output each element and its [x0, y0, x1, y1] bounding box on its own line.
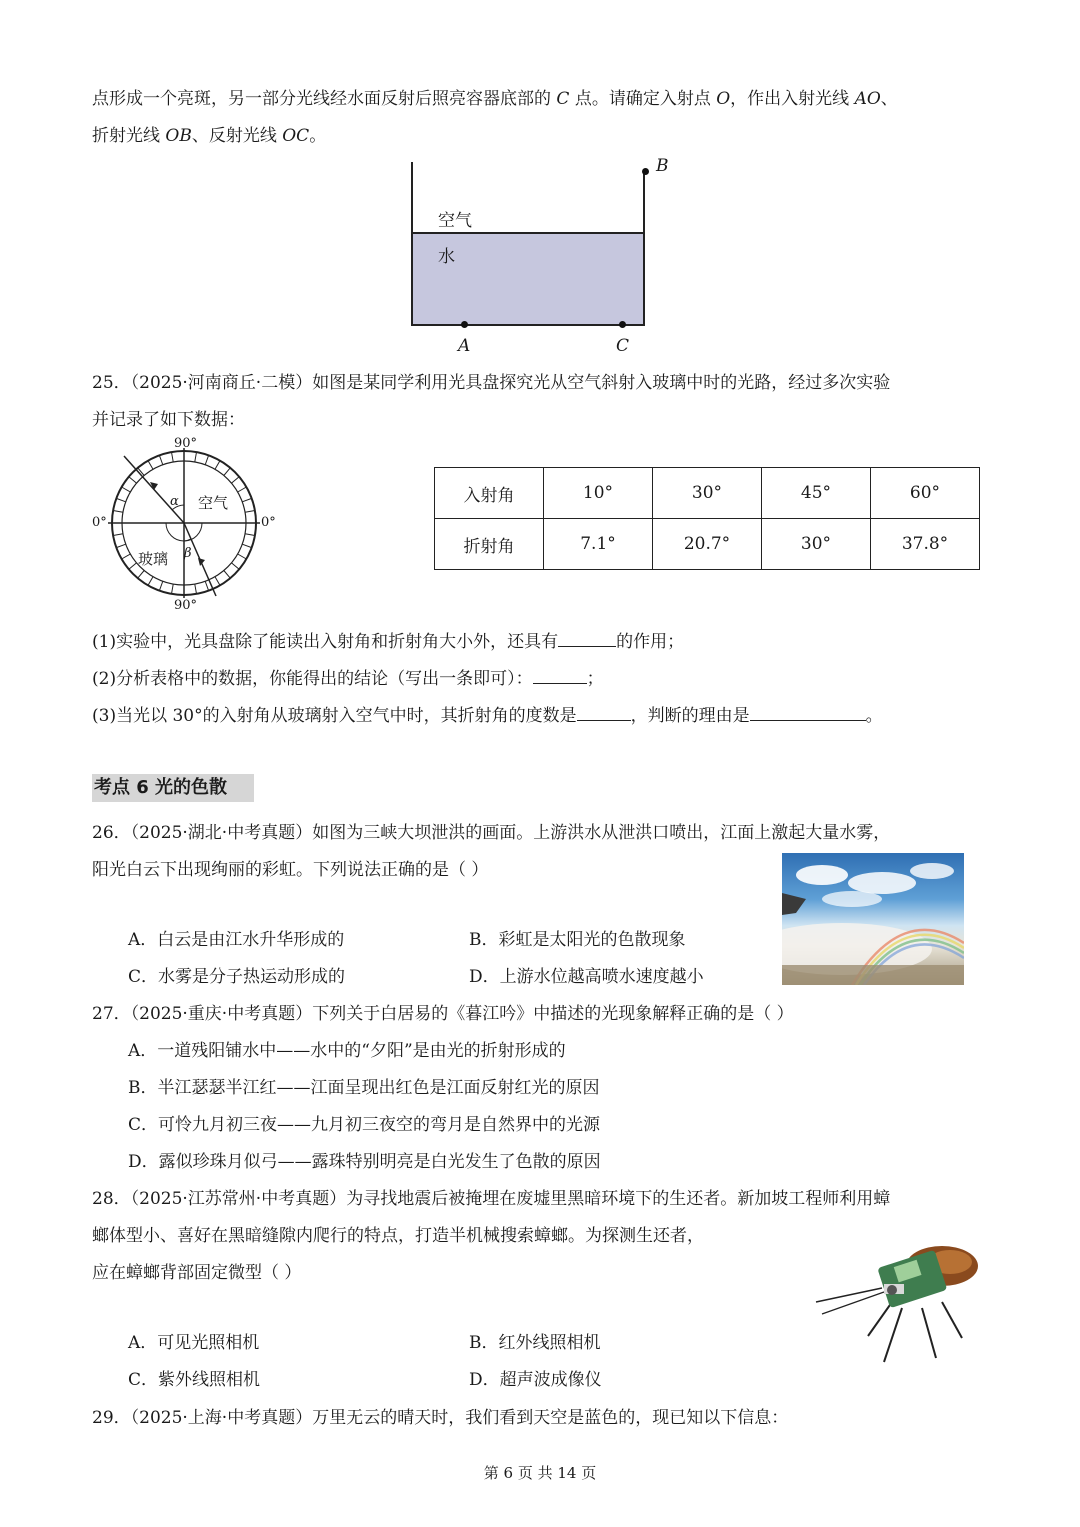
- rainbow-dam-photo: [782, 853, 964, 985]
- answer-blank: [533, 666, 587, 684]
- q25-line2: 并记录了如下数据：: [92, 410, 245, 430]
- table-cell: 折射角: [435, 519, 544, 570]
- disk-label-right: 0°: [261, 515, 276, 530]
- disk-tick: [231, 477, 239, 483]
- disk-tick: [205, 455, 208, 464]
- label-c: C: [616, 336, 630, 356]
- answer-blank: [750, 703, 866, 721]
- table-cell: 20.7°: [653, 519, 762, 570]
- refracted-ray-arrow: [198, 558, 205, 566]
- var: C: [556, 89, 570, 109]
- q24-line1: [92, 84, 898, 109]
- q29-line1: 29．（2025·上海·中考真题）万里无云的晴天时，我们看到天空是蓝色的，现已知以下信息：: [92, 1408, 789, 1428]
- text: (3)当光以 30°的入射角从玻璃射入空气中时，其折射角的度数是: [92, 706, 577, 726]
- cyborg-cockroach-image: [812, 1218, 982, 1366]
- cockroach-svg: [812, 1218, 982, 1366]
- disk-tick: [122, 487, 131, 492]
- table-row-incident: [435, 468, 980, 519]
- text: 点形成一个亮斑，另一部分光线经水面反射后照亮容器底部的: [92, 89, 557, 109]
- container-bottom: [411, 324, 645, 326]
- disk-tick: [171, 452, 173, 462]
- text: 点。请确定入射点: [569, 89, 717, 109]
- q26-option-b: B．彩虹是太阳光的色散现象: [469, 930, 686, 950]
- optical-disk-svg: [88, 436, 288, 616]
- q28-option-c: C．紫外线照相机: [128, 1370, 261, 1390]
- var: AO: [854, 89, 881, 109]
- q25-sub2: [92, 664, 604, 689]
- disk-tick: [129, 477, 137, 483]
- text: 。: [865, 706, 883, 726]
- text: 、反射光线: [191, 126, 283, 146]
- container-right-wall: [643, 172, 645, 326]
- point-a: [461, 321, 468, 328]
- text: 折射光线: [92, 126, 166, 146]
- q26-option-c: C．水雾是分子热运动形成的: [128, 967, 346, 987]
- disk-tick: [215, 577, 220, 586]
- disk-tick: [238, 554, 247, 559]
- disk-tick: [159, 581, 162, 590]
- water-surface-line: [412, 232, 644, 234]
- q26-option-a: A．白云是由江水升华形成的: [128, 930, 345, 950]
- point-c: [619, 321, 626, 328]
- disk-tick: [245, 510, 255, 512]
- disk-tick: [159, 455, 162, 464]
- answer-blank: [577, 703, 631, 721]
- text: 。: [309, 126, 327, 146]
- table-cell: 10°: [544, 468, 653, 519]
- disk-label-glass: 玻璃: [138, 550, 169, 568]
- q27-option-a: A．一道残阳铺水中——水中的“夕阳”是由光的折射形成的: [128, 1041, 566, 1061]
- disk-tick: [245, 534, 255, 536]
- var: O: [716, 89, 731, 109]
- disk-tick: [195, 452, 197, 462]
- q28-line1: 28．（2025·江苏常州·中考真题）为寻找地震后被掩埋在废墟里黑暗环境下的生还者。新加坡工程师利用蟑: [92, 1189, 891, 1209]
- q25-sub1: [92, 627, 684, 652]
- q28-line3: 应在蟑螂背部固定微型（ ）: [92, 1263, 302, 1283]
- disk-tick: [242, 498, 251, 501]
- disk-tick: [231, 563, 239, 569]
- q28-option-a: A．可见光照相机: [128, 1333, 260, 1353]
- disk-label-beta: β: [184, 546, 192, 561]
- label-b: B: [656, 156, 669, 176]
- disk-tick: [171, 584, 173, 594]
- disk-tick: [116, 544, 125, 547]
- q27-option-c: C．可怜九月初三夜——九月初三夜空的弯月是自然界中的光源: [128, 1115, 601, 1135]
- text: 、: [880, 89, 898, 109]
- disk-tick: [215, 461, 220, 470]
- q28-line2: 螂体型小、喜好在黑暗缝隙内爬行的特点，打造半机械搜索蟑螂。为探测生还者，: [92, 1226, 704, 1246]
- disk-tick: [242, 544, 251, 547]
- disk-label-air: 空气: [198, 494, 229, 512]
- disk-tick: [122, 554, 131, 559]
- text: 的作用；: [616, 632, 685, 652]
- table-cell: 入射角: [435, 468, 544, 519]
- q27-option-d: D．露似珍珠月似弓——露珠特别明亮是白光发生了色散的原因: [128, 1152, 601, 1172]
- angle-table: [434, 467, 980, 570]
- q27-option-b: B．半江瑟瑟半江红——江面呈现出红色是江面反射红光的原因: [128, 1078, 600, 1098]
- table-cell: 30°: [653, 468, 762, 519]
- table-cell: 7.1°: [544, 519, 653, 570]
- label-water: 水: [438, 247, 455, 267]
- label-a: A: [458, 336, 471, 356]
- text: (2)分析表格中的数据，你能得出的结论（写出一条即可）：: [92, 669, 533, 689]
- text: ；: [586, 669, 604, 689]
- disk-label-top: 90°: [174, 436, 198, 451]
- var: OC: [282, 126, 310, 146]
- disk-label-bottom: 90°: [174, 598, 198, 613]
- table-cell: 45°: [762, 468, 871, 519]
- rainbow-photo-svg: [782, 853, 964, 985]
- q27-line1: 27．（2025·重庆·中考真题）下列关于白居易的《暮江吟》中描述的光现象解释正确的是（ ）: [92, 1004, 794, 1024]
- point-b: [642, 168, 649, 175]
- q26-line2: 阳光白云下出现绚丽的彩虹。下列说法正确的是（ ）: [92, 860, 489, 880]
- table-cell: 60°: [871, 468, 980, 519]
- label-air: 空气: [438, 211, 472, 231]
- disk-label-left: 0°: [92, 515, 107, 530]
- table-row-refracted: [435, 519, 980, 570]
- disk-tick: [205, 581, 208, 590]
- container-figure: [400, 150, 680, 360]
- optical-disk-figure: [88, 436, 288, 616]
- q25-sub3: [92, 701, 883, 726]
- disk-tick: [113, 510, 123, 512]
- disk-tick: [116, 498, 125, 501]
- disk-tick: [113, 534, 123, 536]
- disk-label-alpha: α: [170, 494, 179, 509]
- table-cell: 30°: [762, 519, 871, 570]
- q24-line2: [92, 121, 326, 146]
- q25-line1: 25．（2025·河南商丘·二模）如图是某同学利用光具盘探究光从空气斜射入玻璃中时的光路，经过多次实验: [92, 373, 891, 393]
- page-footer: 第 6 页 共 14 页: [483, 1464, 597, 1482]
- disk-tick: [148, 461, 153, 470]
- disk-tick: [224, 570, 230, 578]
- disk-tick: [195, 584, 197, 594]
- container-left-wall: [411, 162, 413, 326]
- q26-line1: 26．（2025·湖北·中考真题）如图为三峡大坝泄洪的画面。上游洪水从泄洪口喷出，江面上激起大量水雾，: [92, 823, 891, 843]
- answer-blank: [558, 629, 616, 647]
- disk-tick: [224, 468, 230, 476]
- text: ，判断的理由是: [630, 706, 750, 726]
- disk-tick: [148, 577, 153, 586]
- text: (1)实验中，光具盘除了能读出入射角和折射角大小外，还具有: [92, 632, 559, 652]
- var: OB: [165, 126, 192, 146]
- q28-option-d: D．超声波成像仪: [469, 1370, 602, 1390]
- disk-tick: [129, 563, 137, 569]
- disk-tick: [238, 487, 247, 492]
- text: ，作出入射光线: [730, 89, 855, 109]
- table-cell: 37.8°: [871, 519, 980, 570]
- disk-tick: [138, 570, 144, 578]
- q28-option-b: B．红外线照相机: [469, 1333, 601, 1353]
- section-heading: 考点 6 光的色散: [92, 774, 254, 802]
- q26-option-d: D．上游水位越高喷水速度越小: [469, 967, 704, 987]
